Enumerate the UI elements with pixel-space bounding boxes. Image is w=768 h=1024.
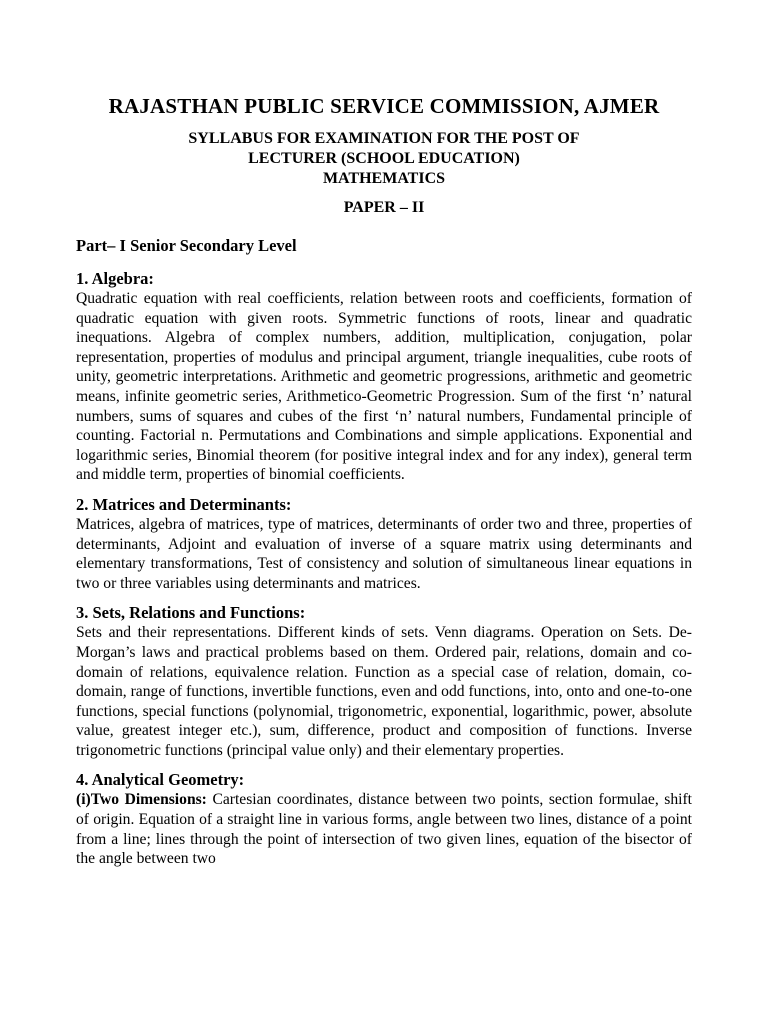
document-title: RAJASTHAN PUBLIC SERVICE COMMISSION, AJMER <box>108 94 660 118</box>
section-body-algebra: Quadratic equation with real coefficients, relation between roots and coefficients, formation of quadratic equation with given roots. Symmetric functions of roots, linear and quadratic inequations. Algebra of complex numbers, addition, multiplication, conjugation, polar representation, properties of modulus and principal argument, triangle inequalities, cube roots of unity, geometric interpretations. Arithmetic and geometric progressions, arithmetic and geometric means, infinite geometric series, Arithmetico-Geometric Progression. Sum of the first ‘n’ natural numbers, sums of squares and cubes of the first ‘n’ natural numbers, Fundamental principle of counting. Factorial n. Permutations and Combinations and simple applications. Exponential and logarithmic series, Binomial theorem (for positive integral index and for any index), general term and middle term, properties of binomial coefficients. <box>76 290 692 484</box>
section-body-sets: Sets and their representations. Different kinds of sets. Venn diagrams. Operation on Sets. De-Morgan’s laws and practical problems based on them. Ordered pair, relations, domain and co-domain of relations, equivalence relation. Function as a special case of relation, domain, co-domain, range of functions, invertible functions, even and odd functions, into, onto and one-to-one functions, special functions (polynomial, trigonometric, exponential, logarithmic, power, absolute value, greatest integer etc.), sum, difference, product and composition of functions. Inverse trigonometric functions (principal value only) and their elementary properties. <box>76 624 692 759</box>
section-heading-algebra: 1. Algebra: <box>76 269 154 288</box>
subtitle-line-3: MATHEMATICS <box>322 170 446 187</box>
section-body-matrices: Matrices, algebra of matrices, type of matrices, determinants of order two and three, properties of determinants, Adjoint and evaluation of inverse of a square matrix using determinants and elementary transformations, Test of consistency and solution of simultaneous linear equations in two or three variables using determinants and matrices. <box>76 515 692 592</box>
section-heading-sets: 3. Sets, Relations and Functions: <box>76 603 306 623</box>
part-heading: Part– I Senior Secondary Level <box>76 236 297 255</box>
section-body-analytical-geometry <box>76 790 692 868</box>
two-dimensions-text: Cartesian coordinates, distance between two points, section formulae, shift of origin. Equation of a straight line in various forms, angle between two lines, distance of a point from a line; lines through the point of intersection of two given lines, equation of the bisector of the angle between two <box>76 791 693 868</box>
subheading-two-dimensions: (i)Two Dimensions: <box>76 791 207 809</box>
paper-label: PAPER – II <box>343 199 425 216</box>
subtitle-line-1: SYLLABUS FOR EXAMINATION FOR THE POST OF <box>188 130 580 147</box>
subtitle-line-2: LECTURER (SCHOOL EDUCATION) <box>248 150 520 167</box>
section-heading-matrices: 2. Matrices and Determinants: <box>76 494 292 514</box>
section-heading-analytical-geometry: 4. Analytical Geometry: <box>76 770 245 790</box>
